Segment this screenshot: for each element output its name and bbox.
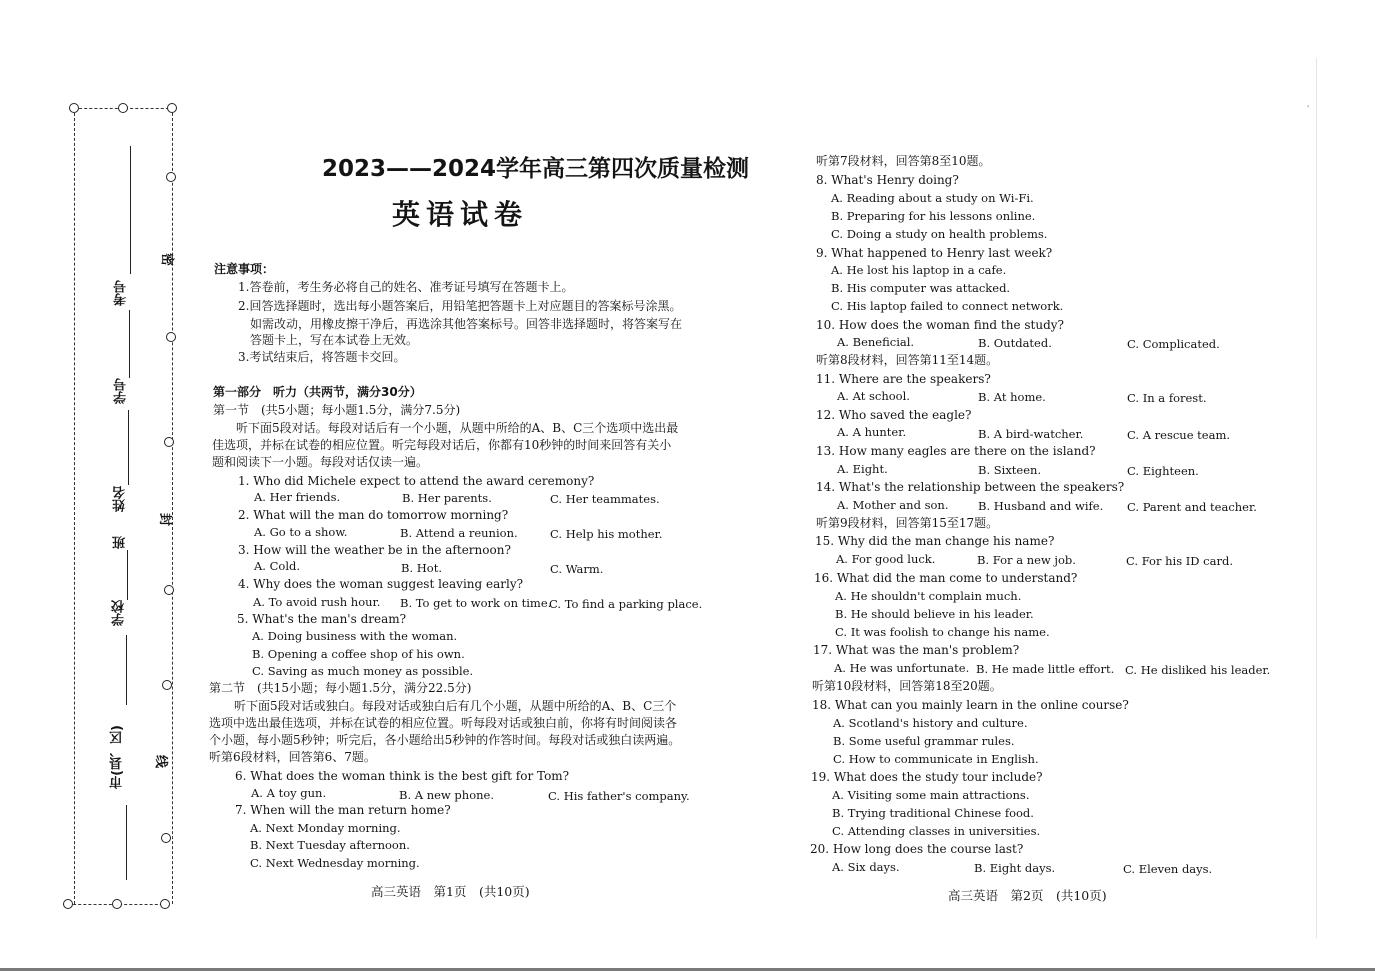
label-city: 市(县、区)	[110, 725, 125, 789]
notice-heading: 注意事项：	[214, 262, 275, 276]
option: C. His father's company.	[548, 789, 690, 803]
label-exam-number: 考号	[114, 280, 129, 306]
section-heading-10: 听第10段材料，回答第18至20题。	[812, 679, 1002, 693]
option: B. His computer was attacked.	[831, 281, 1011, 295]
page-footer-right: 高三英语 第2页 (共10页)	[948, 888, 1107, 903]
option: C. Eleven days.	[1123, 862, 1213, 876]
section-heading-7: 听第7段材料，回答第8至10题。	[816, 154, 991, 168]
option: A. Beneficial.	[837, 335, 915, 349]
option: C. Complicated.	[1127, 337, 1220, 351]
notice-line: 2.回答选择题时，选出每小题答案后，用铅笔把答题卡上对应题目的答案标号涂黑。	[238, 299, 682, 313]
question-16: 16. What did the man come to understand?	[814, 571, 1078, 585]
option: A. A toy gun.	[251, 786, 327, 800]
option: B. Trying traditional Chinese food.	[832, 806, 1034, 820]
section2-heading: 第二节 (共15小题；每小题1.5分，满分22.5分)	[209, 681, 472, 695]
option: B. A new phone.	[399, 788, 494, 802]
option: C. Her teammates.	[550, 492, 660, 506]
question-4: 4. Why does the woman suggest leaving early?	[238, 577, 524, 591]
question-7: 7. When will the man return home?	[235, 803, 451, 817]
seal-feng: 封	[157, 512, 173, 527]
section2-instruction: 个小题，每小题5秒钟；听完后，各小题给出5秒钟的作答时间。每段对话或独白读两遍。	[209, 733, 681, 747]
question-13: 13. How many eagles are there on the island?	[816, 444, 1096, 458]
option: A. Her friends.	[254, 490, 341, 504]
label-name: 姓名	[113, 486, 128, 512]
section1-instruction: 题和阅读下一小题。每段对话仅读一遍。	[212, 455, 429, 469]
option: A. He lost his laptop in a cafe.	[831, 263, 1007, 277]
option: B. Attend a reunion.	[400, 526, 518, 540]
question-20: 20. How long does the course last?	[810, 842, 1024, 856]
question-8: 8. What's Henry doing?	[816, 173, 959, 187]
question-9: 9. What happened to Henry last week?	[816, 246, 1053, 260]
section2-instruction: 听第6段材料，回答第6、7题。	[209, 750, 376, 764]
option: B. Preparing for his lessons online.	[831, 209, 1036, 223]
binding-hole	[160, 899, 170, 909]
part1-heading: 第一部分 听力（共两节，满分30分）	[213, 385, 422, 399]
binding-hole	[118, 103, 128, 113]
question-12: 12. Who saved the eagle?	[816, 408, 972, 422]
option: B. Hot.	[401, 561, 442, 575]
question-2: 2. What will the man do tomorrow morning?	[238, 508, 509, 522]
binding-dash-left	[74, 108, 75, 904]
option: A. Reading about a study on Wi-Fi.	[831, 191, 1034, 205]
question-18: 18. What can you mainly learn in the online course?	[812, 698, 1129, 712]
option: B. Some useful grammar rules.	[833, 734, 1015, 748]
option: A. At school.	[837, 389, 910, 403]
option: A. A hunter.	[837, 425, 907, 439]
option: B. Opening a coffee shop of his own.	[252, 647, 465, 661]
option: C. For his ID card.	[1126, 554, 1233, 568]
section1-instruction: 听下面5段对话。每段对话后有一个小题，从题中所给的A、B、C三个选项中选出最	[236, 421, 679, 435]
scan-mark: '	[1307, 104, 1310, 113]
option: B. Sixteen.	[978, 463, 1042, 477]
binding-dash-right	[172, 108, 173, 904]
option: B. To get to work on time.	[400, 596, 552, 610]
option: C. Parent and teacher.	[1127, 500, 1257, 514]
scan-edge	[1316, 58, 1317, 938]
binding-strip	[60, 100, 185, 910]
label-student-id: 学号	[114, 378, 129, 404]
option: A. Cold.	[254, 559, 301, 573]
notice-line: 如需改动，用橡皮擦干净后，再选涂其他答案标号。回答非选择题时，将答案写在	[250, 317, 683, 331]
option: C. Next Wednesday morning.	[250, 856, 420, 870]
option: B. Her parents.	[402, 491, 492, 505]
option: C. He disliked his leader.	[1125, 663, 1271, 677]
question-5: 5. What's the man's dream?	[237, 612, 407, 626]
option: C. In a forest.	[1127, 391, 1207, 405]
option: A. Go to a show.	[254, 525, 348, 539]
option: C. Eighteen.	[1127, 464, 1199, 478]
option: B. He should believe in his leader.	[835, 607, 1034, 621]
option: A. He was unfortunate.	[834, 661, 970, 675]
question-17: 17. What was the man's problem?	[813, 643, 1020, 657]
option: A. Eight.	[837, 462, 888, 476]
exam-title-year: 2023——2024学年高三第四次质量检测	[322, 156, 750, 182]
option: C. A rescue team.	[1127, 428, 1231, 442]
binding-hole	[166, 172, 176, 182]
binding-hole	[167, 103, 177, 113]
seal-xian: 线	[153, 754, 169, 769]
option: C. It was foolish to change his name.	[835, 625, 1050, 639]
blank-line	[128, 410, 129, 485]
option: A. Doing business with the woman.	[252, 629, 458, 643]
blank-line	[126, 805, 127, 880]
option: B. Next Tuesday afternoon.	[250, 838, 410, 852]
section-heading-9: 听第9段材料，回答第15至17题。	[816, 516, 999, 530]
binding-hole	[166, 332, 176, 342]
binding-hole	[164, 585, 174, 595]
question-19: 19. What does the study tour include?	[811, 770, 1043, 784]
section-heading-8: 听第8段材料，回答第11至14题。	[816, 353, 999, 367]
option: B. At home.	[978, 390, 1046, 404]
exam-title-subject: 英语试卷	[392, 198, 529, 231]
section2-instruction: 选项中选出最佳选项，并标在试卷的相应位置。听每段对话或独白前，你将有时间阅读各	[209, 716, 678, 730]
label-school: 学校	[112, 600, 127, 626]
option: B. For a new job.	[977, 553, 1076, 567]
option: C. Doing a study on health problems.	[831, 227, 1048, 241]
option: C. Attending classes in universities.	[832, 824, 1041, 838]
blank-line	[126, 635, 127, 705]
option: B. He made little effort.	[976, 662, 1115, 676]
option: C. Help his mother.	[550, 527, 663, 541]
notice-line: 3.考试结束后，将答题卡交回。	[238, 350, 406, 364]
option: C. To find a parking place.	[549, 597, 703, 611]
label-class: 班	[113, 536, 128, 549]
question-1: 1. Who did Michele expect to attend the award ceremony?	[238, 474, 595, 488]
option: B. A bird-watcher.	[978, 427, 1084, 441]
option: A. Mother and son.	[837, 498, 949, 512]
option: A. Scotland's history and culture.	[833, 716, 1028, 730]
question-3: 3. How will the weather be in the afternoon?	[238, 543, 511, 557]
option: C. How to communicate in English.	[833, 752, 1039, 766]
option: C. His laptop failed to connect network.	[831, 299, 1064, 313]
option: A. He shouldn't complain much.	[835, 589, 1022, 603]
question-15: 15. Why did the man change his name?	[815, 534, 1055, 548]
option: B. Outdated.	[978, 336, 1052, 350]
question-14: 14. What's the relationship between the speakers?	[816, 480, 1125, 494]
notice-line: 1.答卷前，考生务必将自己的姓名、准考证号填写在答题卡上。	[238, 280, 574, 294]
option: B. Husband and wife.	[978, 499, 1104, 513]
binding-hole	[63, 899, 73, 909]
section1-instruction: 佳选项，并标在试卷的相应位置。听完每段对话后，你都有10秒钟的时间来回答有关小	[212, 438, 672, 452]
option: A. For good luck.	[836, 552, 936, 566]
binding-hole	[112, 899, 122, 909]
option: A. Six days.	[832, 860, 900, 874]
binding-hole	[162, 680, 172, 690]
option: A. Next Monday morning.	[250, 821, 401, 835]
option: C. Saving as much money as possible.	[252, 664, 474, 678]
blank-line	[127, 550, 128, 600]
question-11: 11. Where are the speakers?	[816, 372, 991, 386]
question-6: 6. What does the woman think is the best gift for Tom?	[235, 769, 570, 783]
option: A. To avoid rush hour.	[253, 595, 381, 609]
binding-hole	[164, 437, 174, 447]
page-footer-left: 高三英语 第1页 (共10页)	[371, 884, 530, 899]
question-10: 10. How does the woman find the study?	[816, 318, 1064, 332]
option: B. Eight days.	[974, 861, 1056, 875]
option: C. Warm.	[550, 562, 604, 576]
binding-hole	[161, 833, 171, 843]
binding-hole	[69, 103, 79, 113]
option: A. Visiting some main attractions.	[832, 788, 1030, 802]
notice-line: 答题卡上，写在本试卷上无效。	[250, 333, 419, 347]
seal-mi: 密	[159, 252, 175, 267]
section2-instruction: 听下面5段对话或独白。每段对话或独白后有几个小题，从题中所给的A、B、C三个	[234, 699, 677, 713]
blank-line	[129, 310, 130, 378]
section1-heading: 第一节 (共5小题；每小题1.5分，满分7.5分)	[213, 403, 461, 417]
blank-line	[130, 146, 131, 274]
